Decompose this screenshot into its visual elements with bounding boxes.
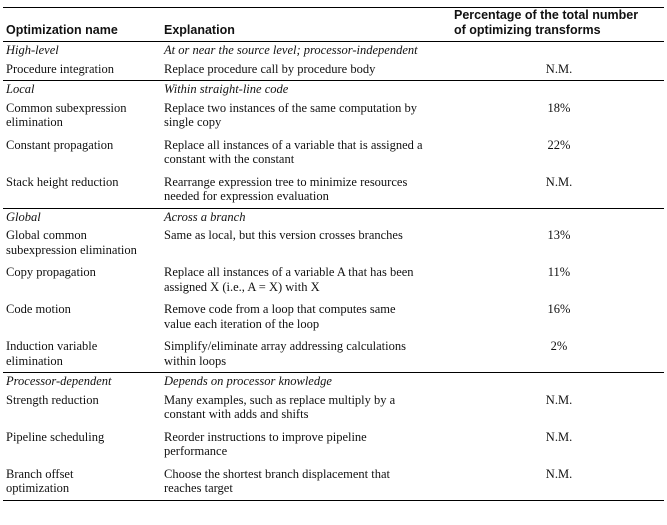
- name-line: subexpression elimination: [6, 242, 137, 257]
- name-line: elimination: [6, 115, 63, 129]
- table-row: [3, 466, 664, 501]
- explanation-line: within loops: [164, 353, 227, 368]
- optimization-table-container: [3, 7, 664, 501]
- optimization-percentage: 18%: [547, 100, 571, 115]
- category-explanation: Across a branch: [164, 209, 246, 224]
- table-row: [3, 301, 664, 338]
- table-row: [3, 392, 664, 429]
- optimization-name: Code motion: [6, 302, 71, 316]
- explanation-line: value each iteration of the loop: [164, 316, 320, 331]
- category-explanation: Depends on processor knowledge: [164, 374, 332, 388]
- optimization-explanation: [160, 429, 450, 466]
- explanation-line: Replace two instances of the same computation by: [164, 100, 418, 115]
- optimization-percentage: 22%: [547, 137, 571, 152]
- category-name: Processor-dependent: [6, 374, 112, 388]
- optimization-percentage: 13%: [547, 228, 571, 242]
- header-percentage-line2: of optimizing transforms: [454, 23, 601, 37]
- table-row: [3, 429, 664, 466]
- optimization-percentage: N.M.: [545, 392, 573, 407]
- category-explanation: Within straight-line code: [164, 82, 289, 96]
- explanation-line: Choose the shortest branch displacement that: [164, 466, 390, 481]
- name-line: Induction variable: [6, 339, 98, 353]
- optimization-explanation: [160, 137, 450, 174]
- explanation-line: constant with the constant: [164, 152, 295, 166]
- explanation-line: Replace all instances of a variable A that has been: [164, 265, 414, 279]
- optimization-percentage: N.M.: [545, 174, 573, 189]
- name-line: Global common: [6, 228, 87, 242]
- optimization-explanation: [160, 264, 450, 301]
- optimization-name: Constant propagation: [6, 137, 114, 152]
- optimization-percentage: 11%: [547, 265, 571, 279]
- optimization-name: Stack height reduction: [6, 174, 119, 189]
- category-explanation: At or near the source level; processor-independent: [164, 43, 418, 57]
- optimization-percentage: N.M.: [545, 466, 573, 481]
- optimization-explanation: [160, 392, 450, 429]
- explanation-line: Reorder instructions to improve pipeline: [164, 429, 367, 444]
- explanation-line: Remove code from a loop that computes same: [164, 302, 396, 316]
- category-name: Local: [6, 82, 35, 96]
- name-line: elimination: [6, 353, 63, 368]
- table-row: [3, 338, 664, 373]
- table-row: [3, 174, 664, 209]
- optimization-percentage: 2%: [550, 339, 568, 353]
- optimization-table: [3, 7, 664, 501]
- optimization-name: Strength reduction: [6, 392, 99, 407]
- optimization-explanation: [160, 100, 450, 137]
- table-row: [3, 100, 664, 137]
- header-optimization-name: Optimization name: [6, 23, 118, 37]
- optimization-percentage: N.M.: [545, 429, 573, 444]
- explanation-line: Replace all instances of a variable that is assigned a: [164, 137, 423, 152]
- table-row: [3, 137, 664, 174]
- optimization-name: [3, 466, 160, 501]
- explanation-line: performance: [164, 444, 228, 458]
- header-row: [3, 8, 664, 42]
- explanation-line: Simplify/eliminate array addressing calculations: [164, 339, 406, 353]
- explanation-line: constant with adds and shifts: [164, 407, 309, 421]
- header-percentage: [450, 8, 664, 42]
- optimization-explanation: [160, 338, 450, 373]
- explanation-line: Many examples, such as replace multiply by a: [164, 392, 396, 407]
- optimization-explanation: Same as local, but this version crosses branches: [164, 228, 403, 242]
- explanation-line: single copy: [164, 115, 222, 129]
- explanation-line: assigned X (i.e., A = X) with X: [164, 279, 320, 294]
- header-explanation: Explanation: [164, 23, 235, 37]
- table-row: [3, 264, 664, 301]
- header-percentage-line1: Percentage of the total number: [454, 8, 639, 22]
- category-row-local: [3, 81, 664, 100]
- optimization-explanation: [160, 174, 450, 209]
- optimization-name: [3, 227, 160, 264]
- category-name: Global: [6, 209, 41, 224]
- name-line: Branch offset: [6, 466, 74, 481]
- category-row-global: [3, 208, 664, 227]
- optimization-percentage: 16%: [547, 302, 571, 316]
- optimization-explanation: [160, 301, 450, 338]
- optimization-name: [3, 100, 160, 137]
- name-line: optimization: [6, 481, 70, 495]
- explanation-line: reaches target: [164, 481, 233, 495]
- explanation-line: needed for expression evaluation: [164, 189, 329, 203]
- optimization-name: Copy propagation: [6, 265, 96, 279]
- explanation-line: Rearrange expression tree to minimize resources: [164, 174, 408, 189]
- name-line: Common subexpression: [6, 100, 127, 115]
- optimization-name: Pipeline scheduling: [6, 429, 105, 444]
- table-row: [3, 61, 664, 81]
- table-row: [3, 227, 664, 264]
- optimization-name: Procedure integration: [6, 61, 114, 76]
- optimization-percentage: N.M.: [545, 61, 573, 76]
- category-row-high-level: [3, 42, 664, 61]
- category-row-processor-dependent: [3, 373, 664, 392]
- optimization-explanation: Replace procedure call by procedure body: [164, 61, 376, 76]
- optimization-explanation: [160, 466, 450, 501]
- category-name: High-level: [6, 43, 59, 57]
- optimization-name: [3, 338, 160, 373]
